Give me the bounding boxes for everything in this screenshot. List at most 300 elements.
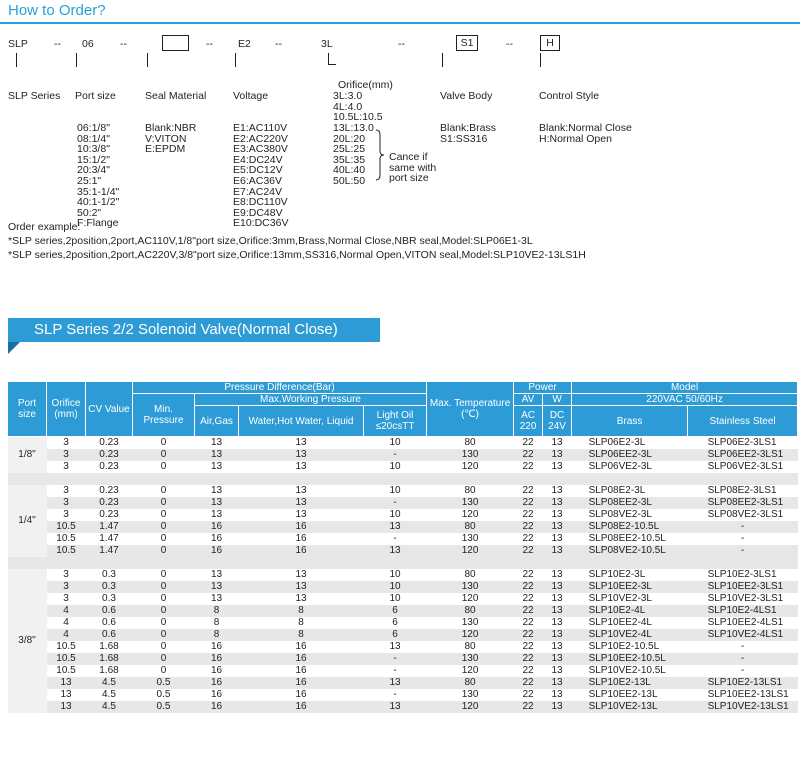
series-title: SLP Series (8, 90, 61, 103)
table-cell: 13 (210, 509, 223, 520)
model-brass-cell: SLP10E2-3L (588, 569, 646, 580)
table-cell: 3 (63, 593, 69, 604)
voltage-item: E3:AC380V (233, 143, 288, 156)
table-cell: - (393, 665, 397, 676)
port-items (75, 123, 119, 229)
table-cell: 10 (389, 593, 401, 604)
examples-title: Order example: (8, 221, 81, 233)
spec-table (7, 381, 798, 713)
model-stainless-cell: - (688, 521, 798, 533)
table-cell: 0.5 (133, 677, 195, 689)
table-cell: 13 (295, 437, 307, 449)
table-cell: 0 (160, 593, 167, 604)
table-cell: 0.23 (86, 449, 133, 461)
table-cell: 13 (239, 581, 364, 593)
th-ac220: AC 220 (514, 406, 543, 437)
table-cell: 0 (133, 629, 195, 641)
table-cell: 16 (239, 521, 364, 533)
model-brass-cell: SLP10VE2-10.5L (588, 665, 666, 676)
voltage-title: Voltage (233, 90, 269, 103)
model-brass-cell: SLP10EE2-4L (588, 617, 652, 628)
orifice-item: 13L:13.0 (333, 121, 374, 134)
model-brass-cell: SLP08E2-10.5L (572, 521, 688, 533)
table-row (8, 521, 798, 533)
table-row (8, 581, 798, 593)
table-cell: 13 (389, 641, 401, 652)
table-cell: 16 (210, 641, 223, 652)
code-dash-3: -- (206, 38, 213, 50)
table-cell: 120 (461, 593, 479, 604)
page-title: How to Order? (8, 2, 106, 19)
table-cell: 13 (364, 677, 427, 689)
table-cell: 13 (60, 689, 72, 700)
table-cell: 6 (364, 605, 427, 617)
control-item: Blank:Normal Close (539, 121, 632, 134)
orifice-item: 50L:50 (333, 174, 366, 187)
table-cell: 0 (133, 449, 195, 461)
table-cell: 1.47 (86, 521, 133, 533)
table-cell: 10 (389, 461, 401, 472)
table-cell: 13 (543, 677, 572, 689)
table-cell: 3 (63, 437, 69, 449)
table-cell: 13 (551, 569, 563, 580)
table-cell: 3 (63, 509, 69, 520)
table-cell: 120 (427, 545, 514, 557)
table-cell: 13 (239, 449, 364, 461)
table-cell: 4.5 (86, 701, 133, 713)
voltage-item: E4:DC24V (233, 153, 283, 166)
table-cell: 10.5 (56, 533, 76, 544)
table-cell: 13 (210, 569, 223, 580)
port-title: Port size (75, 90, 116, 103)
port-item: 50:2" (77, 206, 102, 219)
brace-icon (374, 129, 386, 181)
th-av: AV (514, 394, 543, 406)
body-item: S1:SS316 (440, 132, 488, 145)
table-cell: 0 (133, 521, 195, 533)
port-size-cell: 1/8" (8, 437, 47, 473)
table-cell: 13 (210, 437, 223, 449)
th-pressure-diff: Pressure Difference(Bar) (133, 382, 427, 394)
column-seal (145, 70, 206, 165)
code-dash-4: -- (275, 38, 282, 50)
model-brass-cell: SLP06VE2-3L (588, 461, 652, 472)
table-cell: 13 (543, 545, 572, 557)
table-cell: 16 (295, 533, 307, 544)
table-cell: 80 (427, 521, 514, 533)
th-oil: Light Oil ≤20csTT (364, 406, 427, 437)
port-size-cell: 3/8" (8, 569, 47, 713)
model-brass-cell: SLP10EE2-13L (588, 689, 658, 700)
table-cell: 16 (295, 665, 307, 676)
table-cell: 8 (195, 629, 239, 641)
code-orifice: 3L (321, 38, 333, 50)
th-max-temp: Max. Temperature (℃) (427, 382, 514, 437)
table-cell: 22 (522, 665, 534, 676)
table-cell: 22 (514, 545, 543, 557)
table-cell: 0.6 (86, 605, 133, 617)
table-cell: 80 (427, 605, 514, 617)
table-cell: - (364, 449, 427, 461)
model-brass-cell: SLP08VE2-10.5L (572, 545, 688, 557)
model-stainless-cell: SLP10E2-13LS1 (688, 677, 798, 689)
table-cell: 22 (514, 497, 543, 509)
table-cell: 0.23 (99, 461, 119, 472)
table-cell: 13 (47, 701, 86, 713)
table-cell: 13 (295, 569, 307, 580)
table-cell: 13 (551, 689, 563, 700)
table-cell: 16 (195, 677, 239, 689)
seal-title: Seal Material (145, 90, 207, 103)
table-cell: 16 (195, 545, 239, 557)
model-stainless-cell: SLP10VE2-3LS1 (707, 593, 784, 604)
table-cell: 22 (514, 701, 543, 713)
model-brass-cell: SLP10VE2-4L (572, 629, 688, 641)
table-cell: 10 (389, 485, 401, 496)
table-cell: 13 (364, 701, 427, 713)
table-cell: 22 (522, 461, 534, 472)
model-brass-cell: SLP08VE2-3L (588, 509, 652, 520)
voltage-item: E7:AC24V (233, 185, 283, 198)
spec-body (8, 437, 798, 713)
table-cell: 80 (464, 437, 476, 449)
seal-item: Blank:NBR (145, 121, 197, 134)
orifice-item: 25L:25 (333, 143, 366, 156)
table-cell: 0 (133, 497, 195, 509)
model-stainless-cell: - (740, 641, 745, 652)
table-cell: 130 (427, 497, 514, 509)
table-cell: 13 (551, 593, 563, 604)
table-cell: 3 (63, 485, 69, 496)
table-cell: 13 (543, 521, 572, 533)
table-row (8, 497, 798, 509)
table-cell: 16 (239, 701, 364, 713)
code-body-box: S1 (456, 35, 478, 51)
model-stainless-cell: SLP06EE2-3LS1 (688, 449, 798, 461)
table-cell: 16 (195, 521, 239, 533)
table-cell: 0 (160, 461, 167, 472)
model-stainless-cell: - (688, 653, 798, 665)
table-cell: 4.5 (102, 689, 116, 700)
port-item: 20:3/4" (77, 164, 110, 177)
table-cell: 3 (63, 461, 69, 472)
model-brass-cell: SLP08EE2-3L (572, 497, 688, 509)
table-cell: - (393, 689, 397, 700)
model-stainless-cell: SLP10VE2-4LS1 (688, 629, 798, 641)
table-row (8, 485, 798, 497)
table-cell: 80 (464, 569, 476, 580)
control-title: Control Style (539, 90, 600, 103)
model-brass-cell: SLP06EE2-3L (572, 449, 688, 461)
table-row (8, 461, 798, 473)
voltage-item: E6:AC36V (233, 174, 283, 187)
body-title: Valve Body (440, 90, 493, 103)
table-cell: 13 (551, 485, 563, 496)
model-stainless-cell: SLP10EE2-3LS1 (688, 581, 798, 593)
table-cell: 130 (427, 449, 514, 461)
table-cell: 13 (195, 581, 239, 593)
table-cell: 130 (461, 689, 479, 700)
table-cell: 0.23 (99, 509, 119, 520)
table-cell: 0.23 (99, 485, 119, 496)
table-row (8, 689, 798, 701)
table-cell: 16 (210, 689, 223, 700)
th-air-gas: Air,Gas (195, 406, 239, 437)
th-power: Power (514, 382, 572, 394)
seal-item: E:EPDM (145, 143, 186, 156)
model-brass-cell: SLP10E2-10.5L (588, 641, 660, 652)
table-cell: 10.5 (47, 545, 86, 557)
model-brass-cell: SLP08EE2-10.5L (588, 533, 666, 544)
table-cell: 0.3 (86, 581, 133, 593)
table-cell: 120 (461, 665, 479, 676)
model-brass-cell: SLP10EE2-3L (572, 581, 688, 593)
table-row (8, 545, 798, 557)
table-cell: 16 (295, 641, 307, 652)
table-cell: 22 (522, 569, 534, 580)
seal-items (145, 123, 206, 155)
table-cell: 10 (389, 569, 401, 580)
table-cell: 16 (195, 701, 239, 713)
table-cell: 10.5 (47, 653, 86, 665)
table-cell: 0.3 (102, 593, 116, 604)
table-cell: 6 (392, 617, 398, 628)
table-cell: 4.5 (86, 677, 133, 689)
table-cell: 130 (427, 581, 514, 593)
table-cell: 13 (551, 437, 563, 449)
table-cell: 3 (47, 581, 86, 593)
table-cell: 16 (239, 545, 364, 557)
voltage-item: E10:DC36V (233, 217, 289, 230)
model-stainless-cell: SLP06VE2-3LS1 (707, 461, 784, 472)
model-brass-cell: SLP10E2-4L (572, 605, 688, 617)
table-cell: 13 (195, 497, 239, 509)
table-cell: 0 (160, 509, 167, 520)
table-cell: 3 (47, 449, 86, 461)
table-cell: 8 (239, 629, 364, 641)
table-cell: 22 (514, 581, 543, 593)
connector-orifice-h (328, 64, 336, 65)
table-cell: 10.5 (56, 665, 76, 676)
table-cell: 120 (427, 701, 514, 713)
table-cell: 10 (364, 581, 427, 593)
th-cv: CV Value (86, 382, 133, 437)
table-row (8, 665, 798, 677)
code-port: 06 (82, 38, 94, 50)
table-cell: 1.47 (99, 533, 119, 544)
model-stainless-cell: SLP10EE2-4LS1 (707, 617, 784, 628)
th-min-pressure: Min. Pressure (133, 394, 195, 437)
model-stainless-cell: SLP06E2-3LS1 (707, 437, 777, 449)
table-cell: 80 (427, 677, 514, 689)
port-item: 10:3/8" (77, 143, 110, 156)
table-cell: 13 (551, 665, 563, 676)
th-orifice: Orifice (mm) (47, 382, 86, 437)
voltage-item: E1:AC110V (233, 121, 288, 134)
table-cell: 16 (295, 689, 307, 700)
th-w: W (543, 394, 572, 406)
table-cell: 0 (160, 485, 167, 496)
table-cell: 13 (543, 629, 572, 641)
table-cell: 13 (551, 509, 563, 520)
table-cell: 22 (514, 653, 543, 665)
table-cell: - (364, 653, 427, 665)
orifice-item: 4L:4.0 (333, 100, 363, 113)
connector-series (16, 53, 17, 67)
code-control-box: H (540, 35, 560, 51)
table-cell: 13 (364, 521, 427, 533)
table-cell: 22 (514, 521, 543, 533)
table-cell: 22 (514, 449, 543, 461)
table-cell: 3 (47, 497, 86, 509)
table-cell: 4 (47, 605, 86, 617)
port-item: 08:1/4" (77, 132, 110, 145)
table-cell: 1.47 (86, 545, 133, 557)
table-cell: 13 (551, 461, 563, 472)
column-control (539, 70, 632, 155)
table-cell: 0.23 (86, 497, 133, 509)
table-row (8, 629, 798, 641)
table-cell: 0.5 (133, 701, 195, 713)
model-stainless-cell: SLP08VE2-3LS1 (707, 509, 784, 520)
table-cell: 6 (364, 629, 427, 641)
code-dash-5: -- (398, 38, 405, 50)
voltage-item: E9:DC48V (233, 206, 283, 219)
table-cell: 13 (543, 605, 572, 617)
th-max-working: Max.Working Pressure (195, 394, 427, 406)
table-cell: 13 (543, 449, 572, 461)
table-row (8, 449, 798, 461)
connector-voltage (235, 53, 236, 67)
table-row (8, 605, 798, 617)
orifice-item: 40L:40 (333, 164, 366, 177)
orifice-item: 35L:35 (333, 153, 366, 166)
orifice-note-item: Cance if (389, 151, 428, 164)
table-cell: 16 (210, 665, 223, 676)
table-row (8, 617, 798, 629)
table-cell: 10.5 (47, 521, 86, 533)
table-row (8, 437, 798, 449)
code-dash-1: -- (54, 38, 61, 50)
control-item: H:Normal Open (539, 132, 612, 145)
orifice-item: 3L:3.0 (333, 90, 363, 103)
body-item: Blank:Brass (440, 121, 497, 134)
th-water: Water,Hot Water, Liquid (239, 406, 364, 437)
model-brass-cell: SLP10VE2-13L (572, 701, 688, 713)
table-cell: 8 (213, 617, 220, 628)
banner-corner (8, 342, 20, 354)
table-cell: 13 (551, 617, 563, 628)
section-banner: SLP Series 2/2 Solenoid Valve(Normal Close) (8, 318, 380, 342)
group-separator (8, 557, 798, 569)
title-underline (0, 22, 800, 24)
table-cell: 22 (514, 677, 543, 689)
code-series: SLP (8, 38, 28, 50)
table-row (8, 701, 798, 713)
port-size-cell: 1/4" (8, 485, 47, 557)
table-cell: 13 (543, 653, 572, 665)
model-brass-cell: SLP06E2-3L (588, 437, 646, 449)
port-item: 25:1" (77, 174, 102, 187)
voltage-items (233, 123, 288, 229)
table-cell: - (393, 533, 397, 544)
column-voltage (233, 70, 288, 240)
table-cell: 80 (464, 485, 476, 496)
th-stainless: Stainless Steel (688, 406, 798, 437)
table-row (8, 533, 798, 545)
table-cell: 0 (160, 437, 167, 449)
code-voltage: E2 (238, 38, 251, 50)
model-stainless-cell: SLP08EE2-3LS1 (688, 497, 798, 509)
table-cell: 22 (522, 533, 534, 544)
table-cell: 16 (195, 653, 239, 665)
table-cell: 22 (522, 437, 534, 449)
orifice-note (389, 131, 436, 195)
table-cell: 22 (522, 593, 534, 604)
column-port (75, 70, 119, 240)
table-cell: 0 (133, 581, 195, 593)
orifice-item: 20L:20 (333, 132, 366, 145)
table-cell: 8 (298, 617, 304, 628)
voltage-item: E5:DC12V (233, 164, 283, 177)
table-cell: 13 (543, 497, 572, 509)
connector-control (540, 53, 541, 67)
table-cell: 13 (295, 461, 307, 472)
table-cell: 8 (195, 605, 239, 617)
th-model-sub: 220VAC 50/60Hz (572, 394, 798, 406)
table-cell: 13 (210, 593, 223, 604)
table-cell: 0 (133, 653, 195, 665)
table-cell: 10 (389, 509, 401, 520)
table-cell: 3 (63, 569, 69, 580)
table-cell: 130 (461, 617, 479, 628)
voltage-item: E2:AC220V (233, 132, 288, 145)
table-cell: 0.23 (99, 437, 119, 449)
table-cell: 10.5 (56, 641, 76, 652)
table-cell: 16 (210, 533, 223, 544)
model-stainless-cell: SLP10EE2-13LS1 (707, 689, 789, 700)
th-brass: Brass (572, 406, 688, 437)
table-cell: 120 (427, 629, 514, 641)
table-cell: 13 (47, 677, 86, 689)
th-model: Model (572, 382, 798, 394)
table-cell: 13 (295, 485, 307, 496)
table-cell: 0 (160, 617, 167, 628)
code-dash-2: -- (120, 38, 127, 50)
orifice-item: 10.5L:10.5 (333, 111, 383, 124)
port-item: 40:1-1/2" (77, 196, 120, 209)
table-cell: 22 (522, 641, 534, 652)
th-dc24: DC 24V (543, 406, 572, 437)
table-cell: 4 (63, 617, 69, 628)
column-body (440, 70, 496, 155)
table-cell: 13 (195, 449, 239, 461)
voltage-item: E8:DC110V (233, 196, 288, 209)
table-cell: - (364, 497, 427, 509)
model-stainless-cell: SLP10E2-3LS1 (707, 569, 777, 580)
table-cell: 13 (295, 509, 307, 520)
table-cell: 0 (160, 569, 167, 580)
model-stainless-cell: - (688, 545, 798, 557)
table-cell: 22 (522, 509, 534, 520)
table-cell: 130 (427, 653, 514, 665)
table-cell: 16 (239, 677, 364, 689)
orifice-note-item: same with (389, 161, 437, 174)
model-brass-cell: SLP10EE2-10.5L (572, 653, 688, 665)
table-cell: 13 (364, 545, 427, 557)
model-brass-cell: SLP10VE2-3L (588, 593, 652, 604)
table-cell: 130 (461, 533, 479, 544)
